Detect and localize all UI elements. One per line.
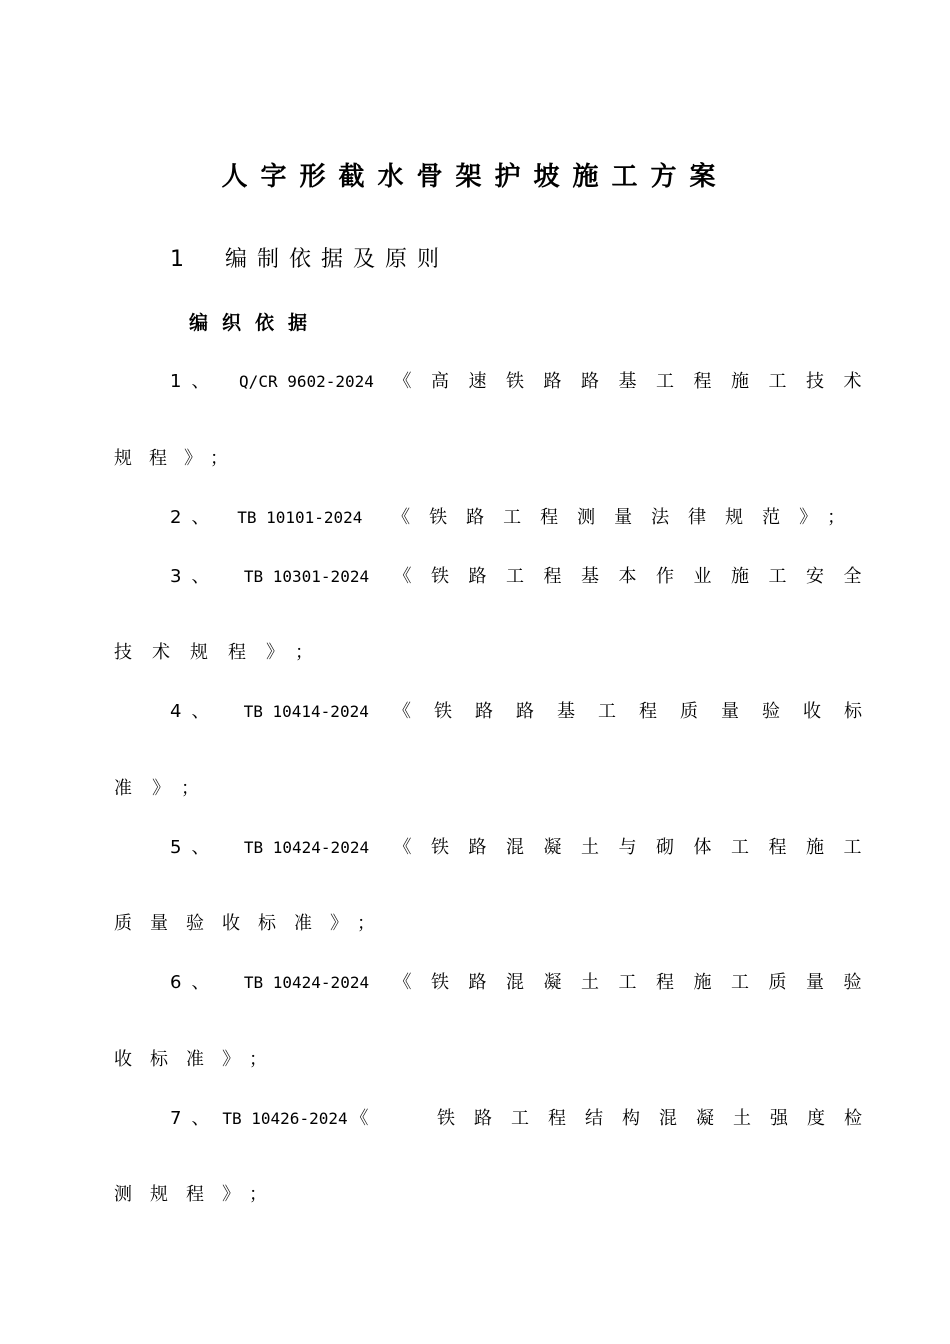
item-code: Q/CR 9602-2024 [239,372,374,391]
item-code: TB 10424-2024 [243,838,370,857]
item-title: 《 铁路工程结构混凝土强度检 [350,1108,881,1129]
item-title: 《铁路工程测量法律规范》； [392,507,865,528]
item-number: 3、 [170,566,220,587]
section-title: 编制依据及原则 [225,247,450,272]
list-item [170,1107,881,1131]
item-number: 6、 [170,972,220,993]
item-continuation: 技术规程》； [114,642,333,663]
list-item [170,370,881,394]
item-title: 《铁路工程基本作业施工安全 [393,566,881,587]
item-number: 1、 [170,371,220,392]
list-item [170,836,881,860]
item-title: 《铁路混凝土工程施工质量验 [393,972,881,993]
item-continuation: 准》； [114,778,219,799]
list-item [170,565,881,589]
item-code: TB 10101-2024 [237,508,363,527]
subsection-heading: 编织依据 [189,312,322,334]
list-item [170,700,885,724]
item-number: 2、 [170,507,220,528]
list-item [170,506,864,530]
item-title: 《铁路路基工程质量验收标 [393,701,885,722]
section-number: 1 [170,247,194,272]
item-code: TB 10414-2024 [243,702,369,721]
item-continuation: 收标准》； [114,1049,285,1070]
item-continuation: 规程》； [114,448,245,469]
document-title: 人字形截水骨架护坡施工方案 [221,162,729,192]
item-continuation: 测规程》； [114,1184,285,1205]
item-code: TB 10424-2024 [243,973,370,992]
item-number: 4、 [170,701,220,722]
item-number: 7、 [170,1108,220,1129]
list-item [170,971,881,995]
item-code: TB 10426-2024 [222,1109,348,1128]
item-title: 《铁路混凝土与砌体工程施工 [393,837,881,858]
item-title: 《高速铁路路基工程施工技术 [393,371,881,392]
item-number: 5、 [170,837,220,858]
item-code: TB 10301-2024 [243,567,370,586]
item-continuation: 质量验收标准》； [114,913,393,934]
section-heading [170,248,449,272]
